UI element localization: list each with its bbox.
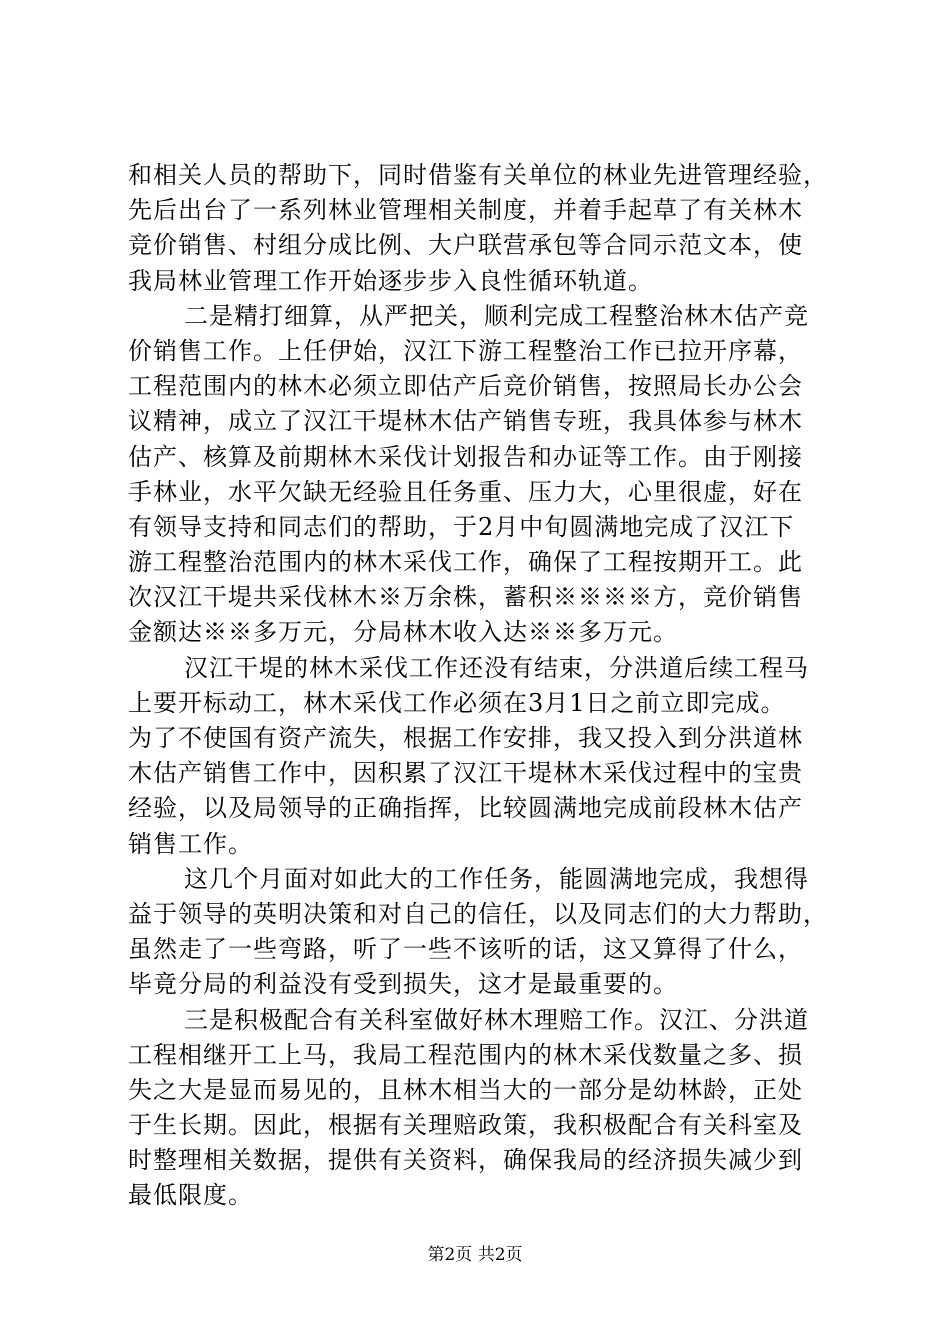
text-line: 最低限度。 (128, 1181, 253, 1210)
text-line: 经验，以及局领导的正确指挥，比较圆满地完成前段林木估产 (128, 794, 803, 823)
text-line: 为了不使国有资产流失，根据工作安排，我又投入到分洪道林 (128, 724, 803, 752)
text-line: 二是精打细算，从严把关，顺利完成工程整治林木估产竞 (184, 301, 809, 330)
page-footer (0, 1243, 950, 1267)
text-line: 毕竟分局的利益没有受到损失，这才是最重要的。 (128, 970, 678, 999)
text-line: 上要开标动工，林木采伐工作必须在3月1日之前立即完成。 (128, 688, 786, 717)
text-line: 议精神，成立了汉江干堤林木估产销售专班，我具体参与林木 (128, 407, 803, 436)
text-line: 于生长期。因此，根据有关理赔政策，我积极配合有关科室及 (128, 1111, 803, 1140)
text-line: 木估产销售工作中，因积累了汉江干堤林木采伐过程中的宝贵 (128, 759, 803, 788)
text-line: 估产、核算及前期林木采伐计划报告和办证等工作。由于刚接 (128, 442, 803, 471)
text-line: 价销售工作。上任伊始，汉江下游工程整治工作已拉开序幕， (128, 336, 803, 365)
paragraph-2 (128, 299, 828, 651)
paragraph-5 (128, 1003, 828, 1214)
text-line: 工程相继开工上马，我局工程范围内的林木采伐数量之多、损 (128, 1040, 803, 1069)
text-line: 时整理相关数据，提供有关资料，确保我局的经济损失减少到 (128, 1146, 803, 1175)
text-line: 金额达※※多万元，分局林木收入达※※多万元。 (128, 618, 678, 647)
text-line: 竞价销售、村组分成比例、大户联营承包等合同示范文本，使 (128, 231, 803, 260)
text-line: 我局林业管理工作开始逐步步入良性循环轨道。 (128, 266, 653, 295)
paragraph-1 (128, 158, 828, 299)
page-number: 第2页 共2页 (427, 1245, 523, 1265)
text-line: 有领导支持和同志们的帮助，于2月中旬圆满地完成了汉江下 (128, 512, 795, 541)
text-line: 次汉江干堤共采伐林木※万余株，蓄积※※※※方，竞价销售 (128, 583, 803, 612)
document-body (128, 158, 828, 1214)
text-line: 汉江干堤的林木采伐工作还没有结束，分洪道后续工程马 (184, 653, 809, 682)
text-line: 三是积极配合有关科室做好林木理赔工作。汉江、分洪道 (184, 1005, 809, 1034)
text-line: 虽然走了一些弯路，听了一些不该听的话，这又算得了什么， (128, 935, 803, 964)
text-line: 销售工作。 (128, 829, 253, 858)
text-line: 和相关人员的帮助下，同时借鉴有关单位的林业先进管理经验， (128, 161, 828, 189)
text-line: 先后出台了一系列林业管理相关制度，并着手起草了有关林木 (128, 196, 803, 225)
paragraph-4 (128, 862, 828, 1003)
text-line: 游工程整治范围内的林木采伐工作，确保了工程按期开工。此 (128, 548, 803, 577)
paragraph-3 (128, 651, 828, 862)
text-line: 益于领导的英明决策和对自己的信任，以及同志们的大力帮助， (128, 899, 828, 928)
text-line: 这几个月面对如此大的工作任务，能圆满地完成，我想得 (184, 864, 809, 893)
text-line: 失之大是显而易见的，且林木相当大的一部分是幼林龄，正处 (128, 1075, 803, 1104)
text-line: 手林业，水平欠缺无经验且任务重、压力大，心里很虚，好在 (128, 477, 803, 506)
text-line: 工程范围内的林木必须立即估产后竞价销售，按照局长办公会 (128, 372, 803, 401)
